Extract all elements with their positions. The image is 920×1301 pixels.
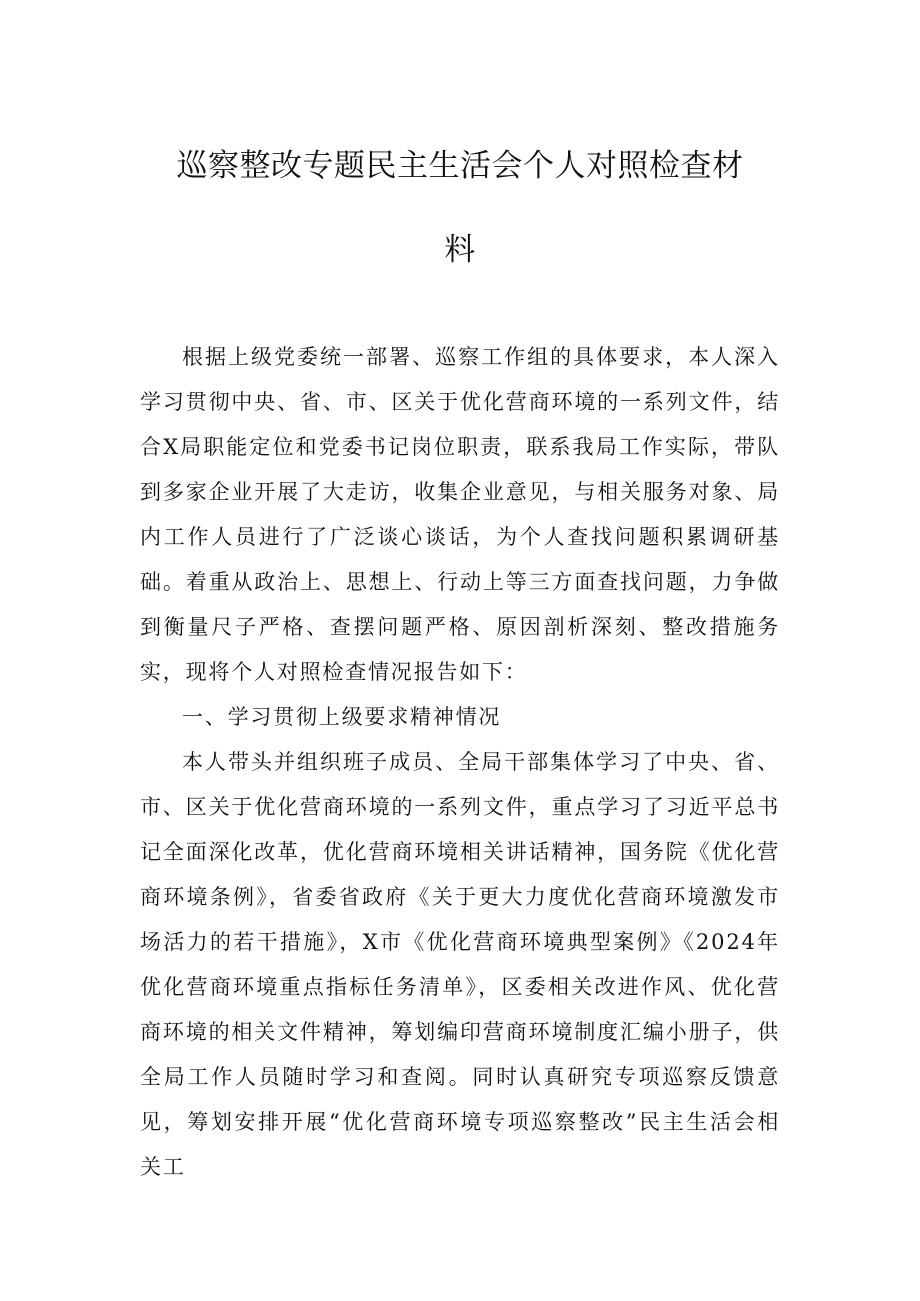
section-heading: 一、学习贯彻上级要求精神情况 (182, 705, 502, 729)
intro-paragraph: 根据上级党委统一部署、巡察工作组的具体要求，本人深入学习贯彻中央、省、市、区关于优化营商环境的一系列文件，结合X局职能定位和党委书记岗位职责，联系我局工作实际，带队到多家企业开展了大走访，收集企业意见，与相关服务对象、局内工作人员进行了广泛谈心谈话，为个人查找问题积累调研基础。着重从政治上、思想上、行动上等三方面查找问题，力争做到衡量尺子严格、查摆问题严格、原因剖析深刻、整改措施务实，现将个人对照检查情况报告如下： (140, 345, 780, 684)
document-body (140, 335, 780, 1190)
document-title-line-2: 料 (444, 232, 476, 268)
section-paragraph: 本人带头并组织班子成员、全局干部集体学习了中央、省、市、区关于优化营商环境的一系列文件，重点学习了习近平总书记全面深化改革，优化营商环境相关讲话精神，国务院《优化营商环境条例》，省委省政府《关于更大力度优化营商环境激发市场活力的若干措施》，X市《优化营商环境典型案例》《2024年优化营商环境重点指标任务清单》，区委相关改进作风、优化营商环境的相关文件精神，筹划编印营商环境制度汇编小册子，供全局工作人员随时学习和查阅。同时认真研究专项巡察反馈意见，筹划安排开展“优化营商环境专项巡察整改”民主生活会相关工 (140, 750, 780, 1179)
document-title-line-1: 巡察整改专题民主生活会个人对照检查材 (176, 148, 744, 184)
